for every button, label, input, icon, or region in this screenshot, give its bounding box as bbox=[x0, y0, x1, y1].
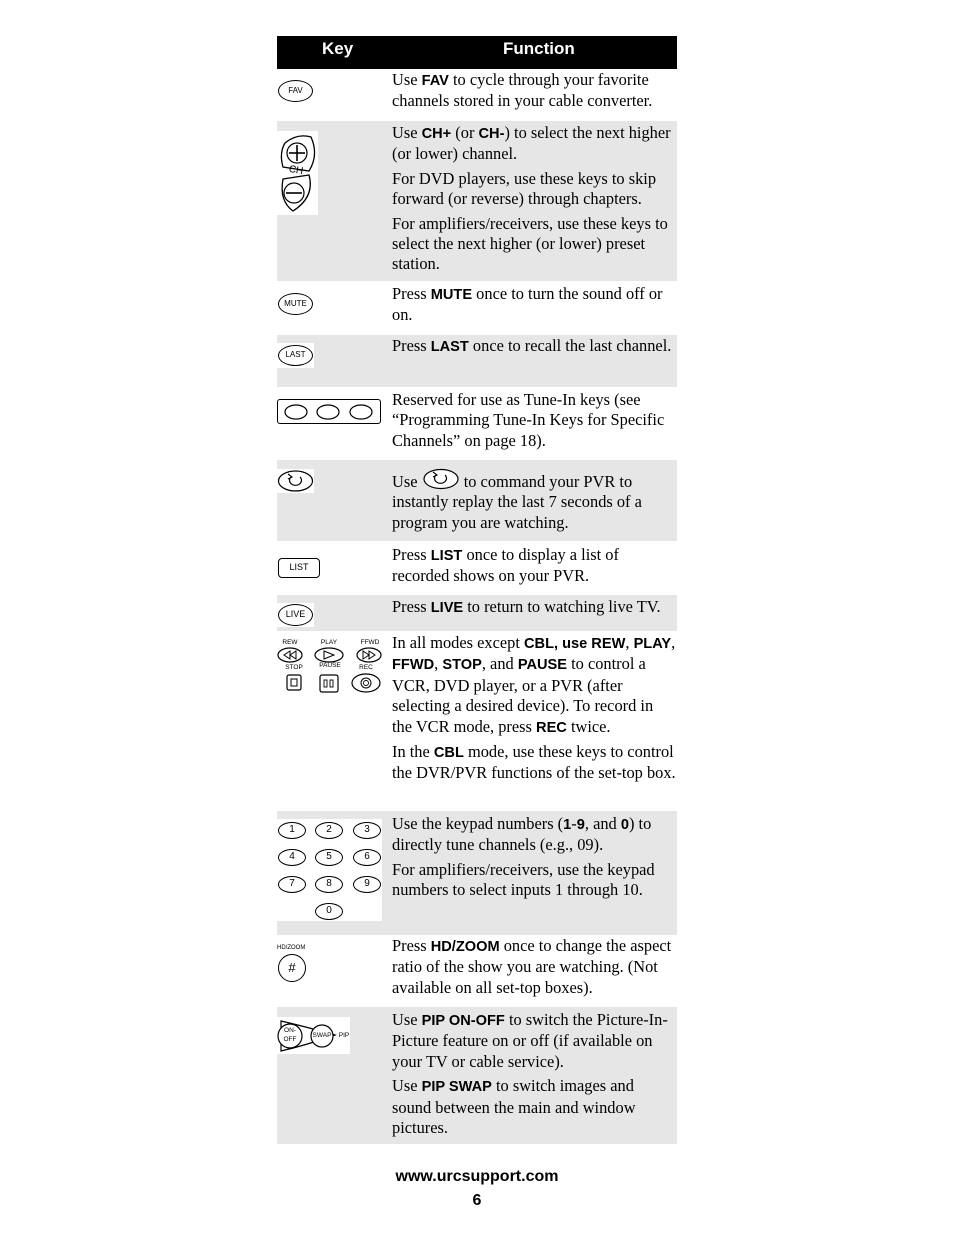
function-cell: Press HD/ZOOM once to change the aspect ratio of the show you are watching. (Not available on all set-top boxes). bbox=[392, 936, 672, 997]
keypad-key: 1 bbox=[278, 822, 306, 839]
keypad bbox=[277, 819, 382, 921]
list-key-icon: LIST bbox=[278, 558, 320, 578]
stop-icon bbox=[287, 675, 301, 690]
function-cell: Use the keypad numbers (1-9, and 0) to directly tune channels (e.g., 09). For amplifiers/receivers, use the keypad numbers to select inputs 1 through 10. bbox=[392, 814, 655, 900]
key-cell bbox=[277, 387, 387, 460]
record-icon bbox=[352, 674, 380, 692]
key-cell: HD/ZOOM # bbox=[277, 935, 387, 1007]
replay-icon bbox=[277, 469, 314, 493]
pip-keys-icon: ON- OFF SWAP PIP bbox=[277, 1017, 350, 1054]
table-row-keypad bbox=[277, 811, 677, 935]
play-icon bbox=[315, 648, 343, 662]
function-cell: Use CH+ (or CH-) to select the next higher (or lower) channel. For DVD players, use these keys to skip forward (or reverse) through chapters. For amplifiers/receivers, use these keys to select the next higher (or lower) preset station. bbox=[392, 123, 671, 274]
table-row-fav bbox=[277, 69, 677, 121]
key-cell bbox=[277, 121, 387, 281]
function-cell: Use FAV to cycle through your favorite channels stored in your cable converter. bbox=[392, 70, 653, 111]
keypad-key: 6 bbox=[353, 849, 381, 866]
key-cell bbox=[277, 335, 387, 387]
table-row-last bbox=[277, 335, 677, 387]
table-row-pip bbox=[277, 1007, 677, 1144]
function-cell: Reserved for use as Tune-In keys (see “Programming Tune-In Keys for Specific Channels” on page 18). bbox=[392, 390, 665, 450]
key-cell bbox=[277, 541, 387, 595]
keypad-key: 7 bbox=[278, 876, 306, 893]
table-row-live bbox=[277, 595, 677, 631]
table-row-list bbox=[277, 541, 677, 595]
fast-forward-icon bbox=[357, 648, 381, 662]
key-cell bbox=[277, 460, 387, 541]
live-key-icon: LIVE bbox=[278, 604, 313, 626]
function-cell: Press LIST once to display a list of recorded shows on your PVR. bbox=[392, 545, 619, 586]
keypad-key: 0 bbox=[315, 903, 343, 920]
footer-url[interactable]: www.urcsupport.com bbox=[395, 1168, 559, 1185]
key-function-table bbox=[277, 36, 677, 1144]
table-row-replay bbox=[277, 460, 677, 541]
function-cell: Use PIP ON-OFF to switch the Picture-In-Picture feature on or off (if available on your TV or cable service). Use PIP SWAP to switch images and sound between the main and window pictures. bbox=[392, 1010, 668, 1138]
key-cell bbox=[277, 281, 387, 335]
key-cell: REW PLAY FFWD STOP PAUSE REC bbox=[277, 631, 387, 811]
last-key-icon: LAST bbox=[278, 345, 313, 366]
function-cell: Press LIVE to return to watching live TV. bbox=[392, 597, 661, 616]
table-row-tunein bbox=[277, 387, 677, 460]
page-number: 6 bbox=[472, 1192, 482, 1209]
table-header bbox=[277, 36, 677, 69]
tunein-keys-icon bbox=[277, 399, 381, 424]
replay-icon-inline bbox=[422, 468, 460, 490]
function-cell: Press LAST once to recall the last channel. bbox=[392, 336, 672, 355]
header-key: Key bbox=[322, 39, 354, 58]
channel-key-icon: CH bbox=[277, 131, 318, 215]
header-function: Function bbox=[503, 39, 575, 58]
function-cell: Press MUTE once to turn the sound off or on. bbox=[392, 284, 663, 325]
key-cell bbox=[277, 595, 387, 631]
function-cell: Use to command your PVR to instantly replay the last 7 seconds of a program you are watching. bbox=[392, 468, 677, 537]
keypad-key: 9 bbox=[353, 876, 381, 893]
keypad-key: 2 bbox=[315, 822, 343, 839]
fav-key-icon: FAV bbox=[278, 80, 313, 102]
key-cell bbox=[277, 1007, 387, 1144]
key-cell bbox=[277, 811, 387, 935]
table-row-channel bbox=[277, 121, 677, 281]
pause-icon bbox=[320, 675, 338, 692]
key-cell bbox=[277, 69, 387, 121]
table-row-mute bbox=[277, 281, 677, 335]
table-row-hdzoom bbox=[277, 935, 677, 1007]
keypad-key: 4 bbox=[278, 849, 306, 866]
keypad-key: 8 bbox=[315, 876, 343, 893]
rewind-icon bbox=[278, 648, 302, 662]
function-cell: In all modes except CBL, use REW, PLAY, FFWD, STOP, and PAUSE to control a VCR, DVD player, or a PVR (after selecting a desired device). To record in the VCR mode, press REC twice. In the CBL mode, use these keys to control the DVR/PVR functions of the set-top box. bbox=[392, 633, 676, 783]
hd-zoom-key-icon: # bbox=[278, 954, 306, 982]
table-row-transport bbox=[277, 631, 677, 811]
keypad-key: 5 bbox=[315, 849, 343, 866]
keypad-key: 3 bbox=[353, 822, 381, 839]
mute-key-icon: MUTE bbox=[278, 293, 313, 315]
